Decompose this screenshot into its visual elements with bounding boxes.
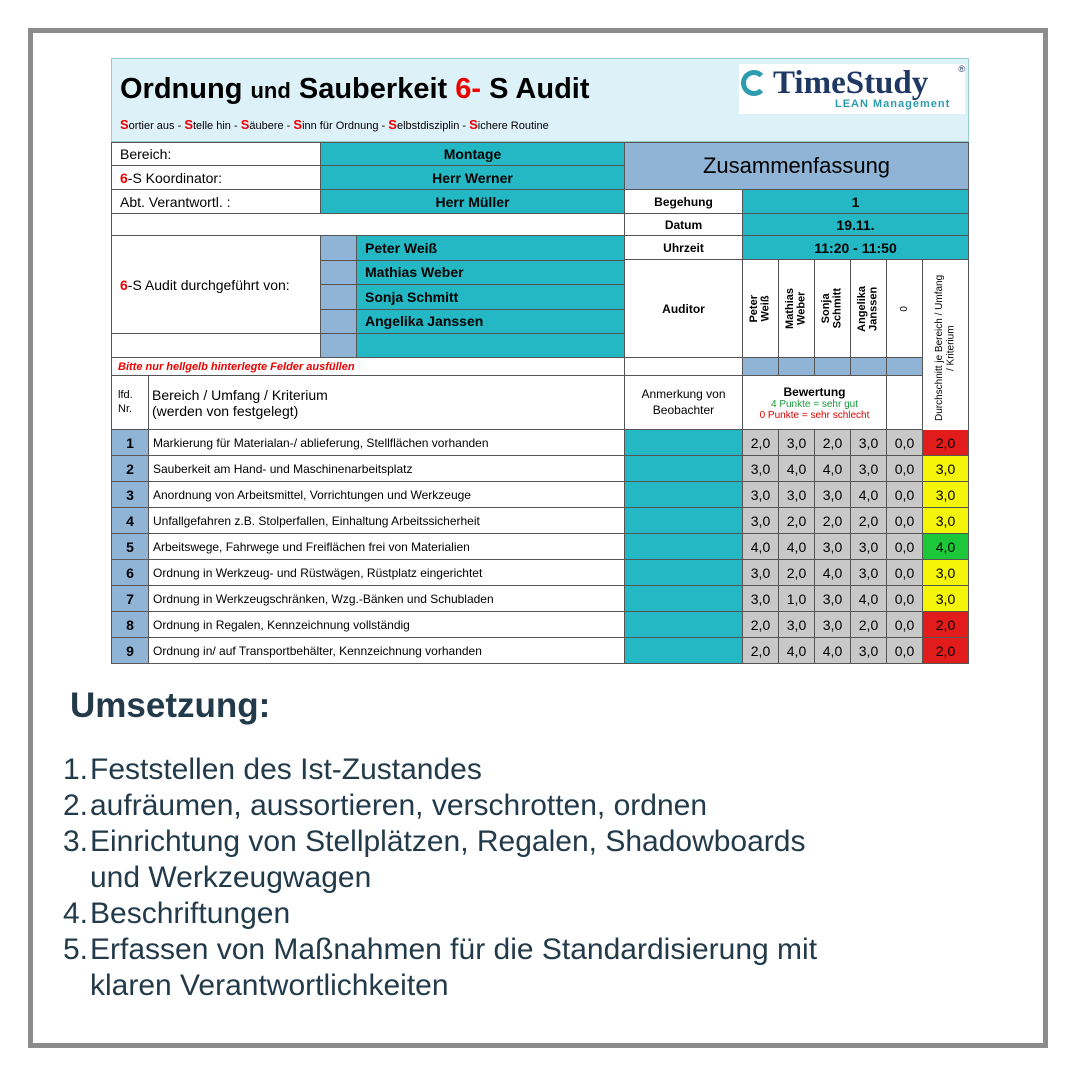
auditor-column-marker [779,358,815,376]
subtitle-letter: S [388,117,397,132]
row-score[interactable]: 2,0 [815,508,851,534]
auditor-empty-name[interactable] [357,334,625,358]
datum-value[interactable]: 19.11. [743,214,969,236]
hint-spacer [625,358,743,376]
auditor-column-marker [743,358,779,376]
row-average: 2,0 [923,638,969,664]
row-anmerkung[interactable] [625,638,743,664]
row-score[interactable]: 0,0 [887,560,923,586]
row-score[interactable]: 3,0 [743,508,779,534]
kriterium-line2: (werden von festgelegt) [152,402,299,419]
row-kriterium: Ordnung in Werkzeug- und Rüstwägen, Rüstplatz eingerichtet [149,560,625,586]
audit-label [111,236,321,334]
row-number: 1 [111,430,149,456]
row-score[interactable]: 4,0 [779,456,815,482]
row-average: 3,0 [923,456,969,482]
row-score[interactable]: 0,0 [887,638,923,664]
verantwortl-value[interactable]: Herr Müller [321,190,625,214]
subtitle-letter: S [293,117,303,132]
umsetzung-item-text: aufräumen, aussortieren, verschrotten, ordnen [90,789,708,822]
auditor-column-name: Angelika Janssen [855,285,880,332]
row-number: 2 [111,456,149,482]
row-number: 9 [111,638,149,664]
row-score[interactable]: 2,0 [743,638,779,664]
auditor-column-marker [815,358,851,376]
umsetzung-item-number: 4. [62,897,88,930]
auditor-empty-marker [321,334,357,358]
row-score[interactable]: 3,0 [779,430,815,456]
row-score[interactable]: 2,0 [779,560,815,586]
logo-registered: ® [958,64,965,74]
row-anmerkung[interactable] [625,560,743,586]
row-kriterium: Anordnung von Arbeitsmittel, Vorrichtungen und Werkzeuge [149,482,625,508]
auditor-column-marker [887,358,923,376]
bereich-value[interactable]: Montage [321,142,625,166]
row-kriterium: Ordnung in/ auf Transportbehälter, Kennzeichnung vorhanden [149,638,625,664]
row-score[interactable]: 3,0 [743,560,779,586]
subtitle-text: äubere - [249,120,294,132]
umsetzung-item-text: Einrichtung von Stellplätzen, Regalen, Shadowboards [90,825,806,858]
row-score[interactable]: 0,0 [887,534,923,560]
row-average: 3,0 [923,586,969,612]
umsetzung-item-text: klaren Verantwortlichkeiten [90,969,449,1002]
logo-sub: LEAN Management [835,98,951,110]
row-score[interactable]: 4,0 [851,586,887,612]
durchschnitt-header [923,260,969,436]
row-score[interactable]: 3,0 [779,612,815,638]
auditor-column-header [743,260,779,358]
begehung-value[interactable]: 1 [743,190,969,214]
row-kriterium: Arbeitswege, Fahrwege und Freiflächen frei von Materialien [149,534,625,560]
bewertung-bad: 0 Punkte = sehr schlecht [759,409,870,421]
row-score[interactable]: 1,0 [779,586,815,612]
subtitle-text: inn für Ordnung - [302,120,389,132]
row-average: 4,0 [923,534,969,560]
uhrzeit-label: Uhrzeit [625,236,743,260]
auditor-column-name: 0 [898,305,910,312]
umsetzung-item-text: Feststellen des Ist-Zustandes [90,753,482,786]
page-title [120,73,590,106]
row-score[interactable]: 2,0 [743,612,779,638]
row-number: 7 [111,586,149,612]
logo-brand: TimeStudy [773,65,929,101]
row-score[interactable]: 3,0 [815,534,851,560]
umsetzung-item-text: Erfassen von Maßnahmen für die Standardisierung mit [90,933,818,966]
koordinator-six: 6 [120,169,128,186]
row-score[interactable]: 0,0 [887,586,923,612]
zusammenfassung-header: Zusammenfassung [625,142,969,190]
auditor-label: Auditor [625,260,743,358]
auditor-name[interactable]: Angelika Janssen [357,310,625,335]
spacer-row [111,214,625,236]
kriterium-line1: Bereich / Umfang / Kriterium [152,386,328,403]
row-anmerkung[interactable] [625,430,743,456]
row-score[interactable]: 0,0 [887,612,923,638]
subtitle-letter: S [240,117,250,132]
subtitle-letter: S [184,117,193,132]
row-score[interactable]: 2,0 [743,430,779,456]
row-number: 5 [111,534,149,560]
row-score[interactable]: 3,0 [851,456,887,482]
row-score[interactable]: 2,0 [779,508,815,534]
audit-six: 6 [120,276,128,293]
auditor-name[interactable]: Mathias Weber [357,261,625,286]
row-score[interactable]: 3,0 [851,430,887,456]
subtitle-text: ichere Routine [477,120,549,132]
datum-label: Datum [625,214,743,236]
subtitle-text: elbstdisziplin - [396,120,470,132]
umsetzung-item-number: 1. [62,753,88,786]
auditor-column-name: Mathias Weber [783,288,808,329]
row-anmerkung[interactable] [625,586,743,612]
row-score[interactable]: 2,0 [815,430,851,456]
row-average: 2,0 [923,430,969,456]
umsetzung-item-number: 3. [62,825,88,858]
audit-label-text: -S Audit durchgeführt von: [127,276,290,293]
koordinator-value[interactable]: Herr Werner [321,166,625,190]
auditor-marker [321,261,357,286]
verantwortl-label: Abt. Verantwortl. : [111,190,321,214]
row-anmerkung[interactable] [625,534,743,560]
row-kriterium: Unfallgefahren z.B. Stolperfallen, Einhaltung Arbeitssicherheit [149,508,625,534]
kriterium-header [149,376,625,430]
subtitle-letter: S [120,117,129,132]
row-score[interactable]: 4,0 [815,638,851,664]
row-score[interactable]: 0,0 [887,508,923,534]
umsetzung-item-text: Beschriftungen [90,897,291,930]
auditor-name[interactable]: Sonja Schmitt [357,285,625,310]
bewertung-good: 4 Punkte = sehr gut [770,398,858,410]
subtitle-6s-steps [120,117,549,132]
audit-sheet [111,58,969,664]
row-score[interactable]: 2,0 [851,508,887,534]
koordinator-label [111,166,321,190]
row-kriterium: Sauberkeit am Hand- und Maschinenarbeitsplatz [149,456,625,482]
row-score[interactable]: 3,0 [779,482,815,508]
row-number: 6 [111,560,149,586]
row-score[interactable]: 3,0 [851,534,887,560]
uhrzeit-value[interactable]: 11:20 - 11:50 [743,236,969,260]
row-anmerkung[interactable] [625,456,743,482]
umsetzung-item [62,788,1050,824]
auditor-name[interactable]: Peter Weiß [357,236,625,261]
row-score[interactable]: 3,0 [815,586,851,612]
auditor-marker [321,236,357,261]
koordinator-label-text: -S Koordinator: [127,169,222,186]
title-sauberkeit: Sauberkeit [298,73,448,105]
audit-spacer [111,334,321,358]
umsetzung-item-number: 5. [62,933,88,966]
title-six: 6- [455,73,482,105]
row-score[interactable]: 3,0 [743,482,779,508]
auditor-column-name: Sonja Schmitt [819,288,844,329]
row-score[interactable]: 4,0 [815,560,851,586]
row-kriterium: Markierung für Materialan-/ ablieferung, Stellflächen vorhanden [149,430,625,456]
row-number: 8 [111,612,149,638]
row-score[interactable]: 0,0 [887,456,923,482]
row-anmerkung[interactable] [625,612,743,638]
row-average: 3,0 [923,482,969,508]
row-score[interactable]: 0,0 [887,430,923,456]
row-kriterium: Ordnung in Werkzeugschränken, Wzg.-Bänken und Schubladen [149,586,625,612]
auditor-column-name: Peter Weiß [747,294,772,323]
umsetzung-item-text: und Werkzeugwagen [90,861,372,894]
bewertung-title: Bewertung [783,384,846,399]
row-score[interactable]: 3,0 [743,586,779,612]
title-ordnung: Ordnung [120,73,243,105]
sheet-header [111,58,969,142]
logo-ring-icon [741,70,767,96]
row-score[interactable]: 3,0 [815,482,851,508]
auditor-column-header [815,260,851,358]
umsetzung-item [62,896,1050,932]
row-score[interactable]: 4,0 [779,638,815,664]
anmerkung-header: Anmerkung von Beobachter [625,376,743,430]
umsetzung-heading: Umsetzung: [70,686,271,725]
row-average: 3,0 [923,560,969,586]
row-score[interactable]: 0,0 [887,482,923,508]
title-s-audit: S Audit [489,73,590,105]
row-score[interactable]: 4,0 [815,456,851,482]
durchschnitt-label: Durchschnitt je Bereich / Umfang / Kriterium [934,274,957,421]
row-score[interactable]: 3,0 [851,560,887,586]
umsetzung-item [62,932,1050,1004]
auditor-marker [321,285,357,310]
subtitle-text: telle hin - [192,120,241,132]
row-score[interactable]: 2,0 [851,612,887,638]
bewertung-header [743,376,887,430]
hint-row [111,358,625,376]
begehung-label: Begehung [625,190,743,214]
row-kriterium: Ordnung in Regalen, Kennzeichnung vollständig [149,612,625,638]
auditor-column-header [779,260,815,358]
umsetzung-section [62,686,1050,1002]
row-score[interactable]: 3,0 [815,612,851,638]
row-average: 3,0 [923,508,969,534]
subtitle-letter: S [469,117,478,132]
row-score[interactable]: 4,0 [779,534,815,560]
hint-text: Bitte nur hellgelb hinterlegte Felder ausfüllen [118,360,355,373]
subtitle-text: ortier aus - [128,120,185,132]
auditor-marker [321,310,357,335]
umsetzung-list [62,752,1050,1004]
auditor-column-marker [851,358,887,376]
row-number: 3 [111,482,149,508]
umsetzung-item-number: 2. [62,789,88,822]
row-anmerkung[interactable] [625,482,743,508]
row-anmerkung[interactable] [625,508,743,534]
row-score[interactable]: 4,0 [743,534,779,560]
row-score[interactable]: 3,0 [743,456,779,482]
nr-header: lfd. Nr. [111,376,149,430]
bereich-label: Bereich: [111,142,321,166]
row-score[interactable]: 3,0 [851,638,887,664]
timestudy-logo [739,64,965,114]
row-average: 2,0 [923,612,969,638]
title-und: und [250,78,291,103]
row-number: 4 [111,508,149,534]
audit-table [111,142,969,664]
auditor-column-header [887,260,923,358]
auditor-column-header [851,260,887,358]
umsetzung-item [62,752,1050,788]
row-score[interactable]: 4,0 [851,482,887,508]
umsetzung-item [62,824,1050,896]
bewertung-zero-col [887,376,923,430]
